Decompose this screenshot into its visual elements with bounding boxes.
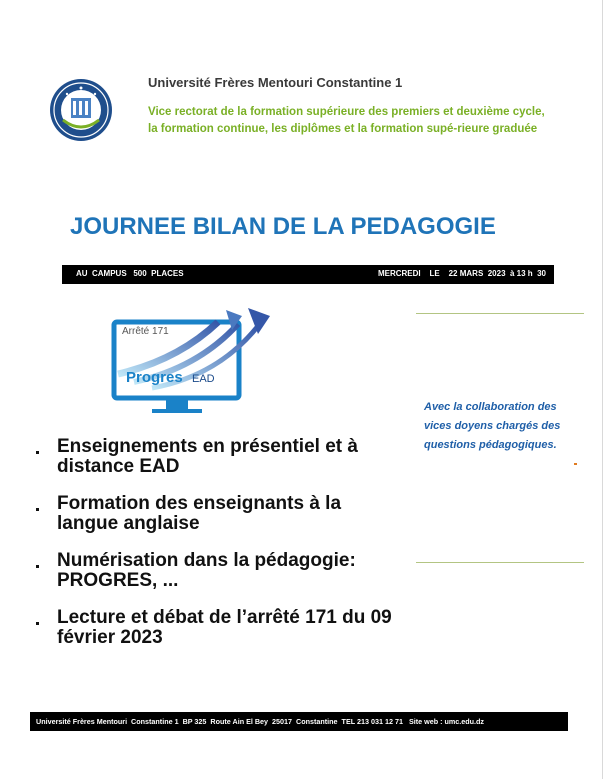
- topic-text: Formation des enseignants à la langue anglaise: [57, 493, 342, 534]
- progres-ead-graphic: [108, 300, 273, 420]
- bullet-icon: [36, 451, 39, 454]
- topic-text: Numérisation dans la pédagogie: PROGRES, ...: [57, 550, 356, 591]
- event-date: MERCREDI LE 22 MARS 2023 à 13 h 30: [377, 269, 546, 278]
- footer-contact: Université Frères Mentouri Constantine 1 BP 325 Route Ain El Bey 25017 Constantine TEL 213 031 12 71 Site web : umc.edu.dz: [36, 717, 485, 726]
- topic-item: [36, 551, 406, 591]
- topic-text: Lecture et débat de l’arrêté 171 du 09 février 2023: [57, 607, 392, 648]
- topic-item: [36, 608, 406, 648]
- divider-bottom: [416, 562, 584, 563]
- collaboration-note: Avec la collaboration des vices doyens chargés des questions pédagogiques.: [424, 401, 561, 451]
- university-name: Université Frères Mentouri Constantine 1: [148, 75, 403, 90]
- bullet-icon: [36, 508, 39, 511]
- topic-item: [36, 437, 406, 477]
- bullet-icon: [36, 622, 39, 625]
- progres-label: Progres: [126, 369, 183, 386]
- topics-list: [36, 437, 406, 665]
- event-info-bar: [62, 265, 554, 284]
- page-title: JOURNEE BILAN DE LA PEDAGOGIE: [70, 213, 496, 240]
- footer-bar: [30, 712, 568, 731]
- event-location: AU CAMPUS 500 PLACES: [76, 269, 184, 278]
- topic-text: Enseignements en présentiel et à distance EAD: [57, 436, 358, 477]
- page-edge: [602, 0, 603, 779]
- vice-rectorat-text: Vice rectorat de la formation supérieure des premiers et deuxième cycle, la formation continue, les diplômes et la formation supé-rieure graduée: [148, 106, 545, 135]
- ead-label: EAD: [192, 373, 215, 385]
- divider-top: [416, 313, 584, 314]
- bullet-icon: [36, 565, 39, 568]
- university-logo: [49, 78, 113, 142]
- decorative-dot: [574, 463, 577, 465]
- topic-item: [36, 494, 406, 534]
- arrete-label: Arrêté 171: [122, 326, 169, 337]
